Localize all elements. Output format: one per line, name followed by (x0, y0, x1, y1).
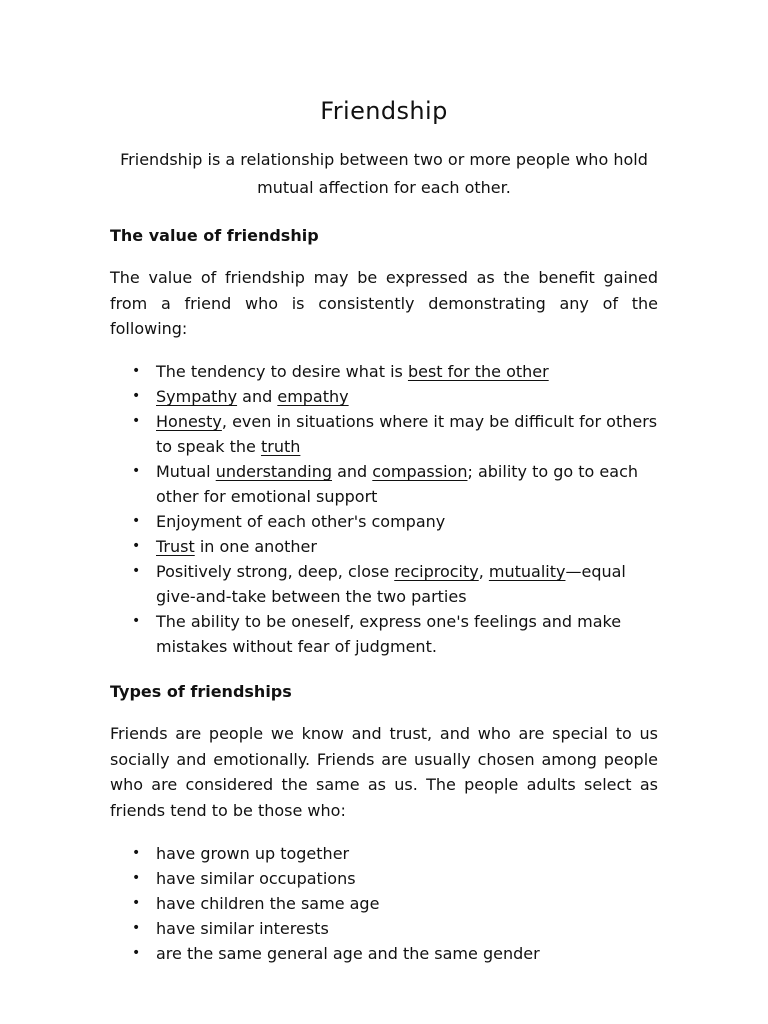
bullet-icon: • (132, 538, 141, 554)
bullet-icon: • (132, 363, 141, 379)
document-title: Friendship (320, 97, 448, 125)
list-item (110, 866, 658, 891)
value-bullet-list (110, 359, 658, 659)
list-item-text: The ability to be oneself, express one's feelings and make mistakes without fear of judgment. (156, 612, 622, 656)
list-item (110, 359, 658, 384)
bullet-icon: • (132, 413, 141, 429)
hyperlink[interactable]: empathy (277, 387, 349, 406)
hyperlink[interactable]: best for the other (407, 362, 549, 381)
list-item (110, 916, 658, 941)
bullet-icon: • (132, 870, 141, 886)
list-item (110, 559, 658, 609)
hyperlink[interactable]: mutuality (488, 562, 566, 581)
list-item-text: Mutual (156, 462, 216, 481)
hyperlink[interactable]: understanding (215, 462, 333, 481)
list-item-text: have grown up together (156, 844, 350, 863)
list-item-text: , even in situations where it may be difficult for others to speak the (156, 412, 658, 456)
list-item-text: have similar occupations (156, 869, 356, 888)
list-item (110, 459, 658, 509)
list-item-text: ; ability to go to each other for emotional support (156, 462, 638, 506)
list-item (110, 609, 658, 659)
bullet-icon: • (132, 945, 141, 961)
section-heading-types: Types of friendships (110, 682, 292, 701)
hyperlink[interactable]: truth (260, 437, 301, 456)
list-item (110, 841, 658, 866)
hyperlink[interactable]: Trust (156, 537, 195, 556)
types-bullet-list (110, 841, 658, 966)
list-item-text: Positively strong, deep, close (156, 562, 395, 581)
bullet-icon: • (132, 845, 141, 861)
list-item-text: are the same general age and the same gender (156, 944, 540, 963)
list-item-text: Enjoyment of each other's company (156, 512, 446, 531)
bullet-icon: • (132, 463, 141, 479)
bullet-icon: • (132, 920, 141, 936)
list-item-text: in one another (194, 537, 317, 556)
list-item (110, 941, 658, 966)
list-item-text: have children the same age (156, 894, 380, 913)
bullet-icon: • (132, 895, 141, 911)
list-item (110, 409, 658, 459)
list-item-text: , (478, 562, 489, 581)
list-item (110, 534, 658, 559)
hyperlink[interactable]: compassion (372, 462, 468, 481)
intro-paragraph: Friendship is a relationship between two or more people who hold mutual affection for each other. (120, 150, 648, 197)
hyperlink[interactable]: Honesty (156, 412, 222, 431)
list-item-text: —equal give-and-take between the two parties (156, 562, 626, 606)
hyperlink[interactable]: Sympathy (156, 387, 238, 406)
section-paragraph-types: Friends are people we know and trust, and who are special to us socially and emotionally. Friends are usually chosen among people who are considered the same as us. The people adults select as friends tend to be those who: (110, 724, 658, 820)
list-item (110, 384, 658, 409)
section-heading-value: The value of friendship (110, 226, 319, 245)
bullet-icon: • (132, 613, 141, 629)
list-item (110, 509, 658, 534)
bullet-icon: • (132, 388, 141, 404)
list-item-text: and (332, 462, 373, 481)
list-item-text: and (237, 387, 278, 406)
list-item (110, 891, 658, 916)
list-item-text: The tendency to desire what is (156, 362, 408, 381)
bullet-icon: • (132, 513, 141, 529)
bullet-icon: • (132, 563, 141, 579)
section-paragraph-value: The value of friendship may be expressed as the benefit gained from a friend who is consistently demonstrating any of the following: (110, 268, 658, 338)
list-item-text: have similar interests (156, 919, 329, 938)
hyperlink[interactable]: reciprocity (394, 562, 479, 581)
